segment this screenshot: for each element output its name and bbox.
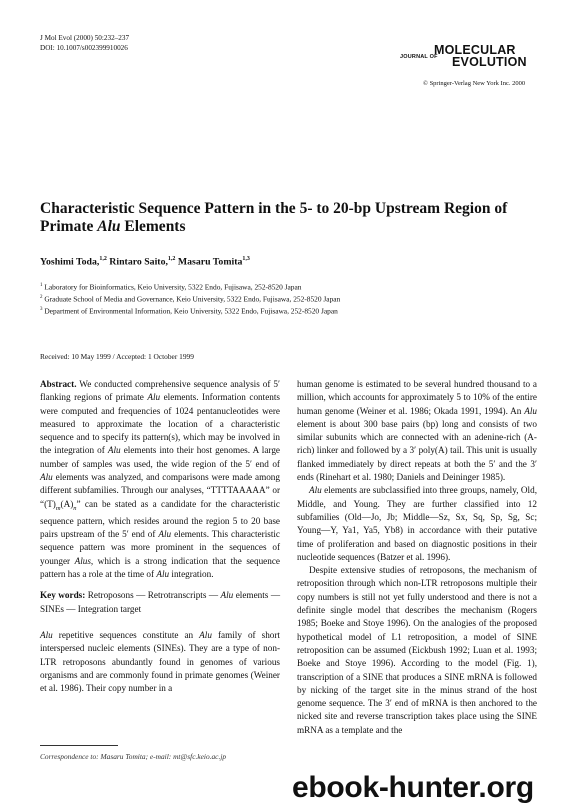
citation: J Mol Evol (2000) 50:232–237 xyxy=(40,34,130,42)
journal-logo xyxy=(400,44,536,74)
text: elements into their host genomes. A large number of samples was used, the wide region of the 5′ end of xyxy=(40,445,280,469)
affiliation-num: 2 xyxy=(40,295,43,300)
title-part: Primate xyxy=(40,218,98,235)
italic: Alu xyxy=(309,485,322,496)
text: repetitive sequences constitute an xyxy=(52,630,200,641)
right-column xyxy=(297,378,537,737)
author-1: Yoshimi Toda, xyxy=(40,256,100,268)
received-date: Received: 10 May 1999 / Accepted: 1 October 1999 xyxy=(40,352,194,361)
text: which is a strong indication that the sequence pattern has a role at the time of xyxy=(40,555,280,579)
text: elements. Information contents were computed and frequencies of 1024 pentanucleotides were measured to approximate the location of a characteristic sequence and to specify its pattern(s), which may be involved in the integration of xyxy=(40,392,280,456)
text: elements. This characteristic sequence pattern was more prominent in the sequences of younger xyxy=(40,529,281,566)
running-header xyxy=(40,33,129,53)
title-part: Elements xyxy=(120,218,186,235)
intro-paragraph xyxy=(40,629,280,695)
copyright: © Springer-Verlag New York Inc. 2000 xyxy=(423,80,526,87)
italic: Alu xyxy=(156,568,170,579)
italic: Alu xyxy=(220,590,234,601)
paragraph-3: Despite extensive studies of retroposons, the mechanism of retroposition through which non-LTR retroposons multiple their copy numbers is still not yet fully understood and there is not a definite single model that describes the mechanism (Rogers 1985; Boeke and Stoye 1996). On the analogies of the proposed hypothetical model of L1 retroposition, a model of SINE retroposition can be assumed (Eickbush 1992; Luan et al. 1993; Boeke and Stoye 1996). According to the model (Fig. 1), transcription of a SINE that produces a SINE mRNA is followed by nicking of the target site in the minus strand of the host genome sequence. The 3′ end of mRNA is then anchored to the nicked site and reverse transcription takes place using the SINE mRNA as a template and the xyxy=(297,565,537,735)
affiliation-text: Department of Environmental Information, Keio University, 5322 Endo, Fujisawa, 252-8520 Japan xyxy=(42,306,338,316)
author-1-affil: 1,2 xyxy=(99,256,107,262)
journal-logo-small: JOURNAL OF xyxy=(400,54,438,60)
italic: Alus, xyxy=(74,555,94,566)
paragraph-2 xyxy=(297,484,537,564)
italic: Alu xyxy=(147,392,161,403)
affiliation-text: Graduate School of Media and Governance, Keio University, 5322 Endo, Fujisawa, 252-8520 Japan xyxy=(42,294,341,304)
text: family of short interspersed nucleic elements (SINEs). They are a type of non-LTR retroposons abundantly found in genomes of various organisms and are commonly found in primate genomes (Weiner et al. 1986). Their copy number in a xyxy=(40,630,280,694)
text: (A) xyxy=(60,498,74,509)
keywords-label: Key words: xyxy=(40,590,86,601)
text: elements — SINEs — Integration target xyxy=(40,590,281,614)
journal-logo-line2: EVOLUTION xyxy=(452,55,527,69)
italic: Alu xyxy=(107,445,121,456)
affiliation-num: 1 xyxy=(40,283,43,288)
title-italic: Alu xyxy=(97,218,121,235)
footnote-divider xyxy=(40,745,118,746)
italic: Alu xyxy=(158,529,172,540)
doi: DOI: 10.1007/s002399910026 xyxy=(40,44,128,52)
text: integration. xyxy=(169,568,214,579)
spacer xyxy=(40,616,280,629)
author-2: Rintaro Saito, xyxy=(106,256,168,268)
text: We conducted comprehensive sequence analysis of 5′ flanking regions of primate xyxy=(40,379,280,403)
watermark: ebook-hunter.org xyxy=(292,771,534,804)
keywords xyxy=(40,589,280,616)
text: element is about 300 base pairs (bp) long and consists of two similar subunits which are connected with an adenine-rich (A-rich) linker and followed by a 3′ poly(A) tail. This unit is usually flanked immediately by direct repeats at both the 5′ and the 3′ ends (Rinehart et al. 1980; Daniels and Deininger 1985). xyxy=(297,418,537,483)
italic: Alu xyxy=(199,630,212,641)
italic: Alu xyxy=(524,405,537,416)
affiliation-1 xyxy=(40,281,301,292)
title-line2 xyxy=(40,218,510,236)
text: elements are subclassified into three groups, namely, Old, Middle, and Young. They are further classified into 12 subfamilies (Old—Jo, Jb; Middle—Sz, Sx, Sq, Sp, Sg, Sc; Young—Y, Ya1, Ya5, Yb8) in accordance with their putative time of proliferation and based on diagnostic positions in their nucleotide sequences (Batzer et al. 1996). xyxy=(297,485,537,562)
authors xyxy=(40,256,250,267)
subscript: n xyxy=(73,504,77,512)
text: elements was analyzed, and comparisons were made among different subfamilies. Through our analyses, “TTTTAAAAA” or “(T) xyxy=(40,472,280,509)
author-3: Masaru Tomita xyxy=(175,256,243,268)
italic: Alu xyxy=(40,630,53,641)
text: human genome is estimated to be several hundred thousand to a million, which accounts for approximately 5 to 10% of the entire human genome (Weiner et al. 1986; Okada 1991, 1994). An xyxy=(297,379,537,416)
author-3-affil: 1,3 xyxy=(242,256,250,262)
journal-logo-line1: MOLECULAR xyxy=(434,43,516,57)
text: ” can be stated as a candidate for the characteristic sequence pattern, which resides around the region 5 to 20 base pairs upstream of the 5′ end of xyxy=(40,498,280,540)
subscript: m xyxy=(55,504,61,512)
abstract-label: Abstract. xyxy=(40,379,77,389)
italic: Alu xyxy=(40,472,53,483)
title-line1: Characteristic Sequence Pattern in the 5- to 20-bp Upstream Region of xyxy=(40,200,508,217)
author-2-affil: 1,2 xyxy=(167,256,176,262)
abstract xyxy=(40,378,280,581)
paragraph-1 xyxy=(297,378,537,484)
article-title xyxy=(40,200,510,236)
left-column xyxy=(40,378,280,696)
affiliation-2 xyxy=(40,293,340,304)
affiliation-text: Laboratory for Bioinformatics, Keio University, 5322 Endo, Fujisawa, 252-8520 Japan xyxy=(42,282,302,292)
affiliation-num: 3 xyxy=(40,307,43,312)
affiliation-3 xyxy=(40,305,338,316)
correspondence: Correspondence to: Masaru Tomita; e-mail: mt@sfc.keio.ac.jp xyxy=(40,752,227,761)
text: Retroposons — Retrotranscripts — xyxy=(85,590,221,601)
